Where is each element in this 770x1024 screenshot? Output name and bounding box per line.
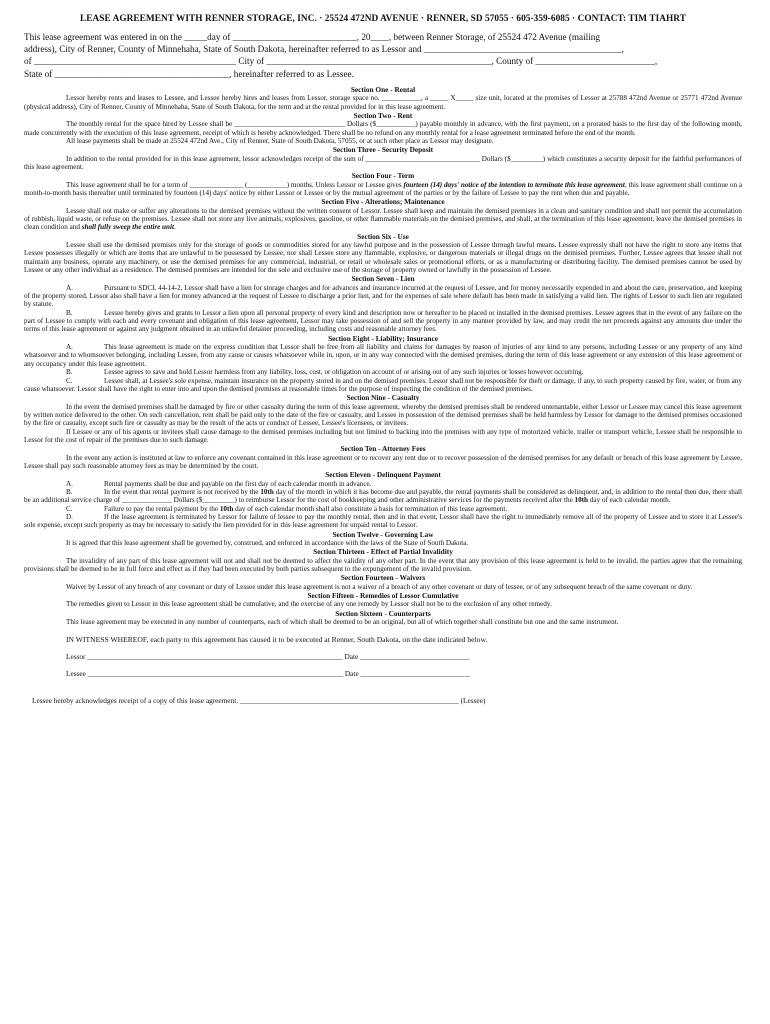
section-text: The monthly rental for the space hired by Lessee shall be _______________________________ Dollars ($___________) payable monthly in advance, with the first payment, on a prorated basis to the first day of the following month, made concurrently with the execution of this lease agreement, receipt of which is hereby acknowledged. There shall be no refund on any monthly rental for a lease agreement terminated before the end of the month. [24,120,742,137]
clause-label: D. [66,513,73,521]
lessee-signature-line[interactable]: ______________________________________________________________________ [87,669,344,679]
section-heading: Section Five - Alterations; Maintenance [321,197,445,207]
section-heading: Section Twelve - Governing Law [332,529,434,539]
section-text: The invalidity of any part of this lease agreement will not and shall not be deemed to affect the validity of any other part. In the event that any provision of this lease agreement is held to be invalid, the parties agree that the remaining provisions shall be deemed to be in full force and effect as if they had been executed by both parties subsequent to the expungement of the invalid provision. [24,556,742,574]
section-text [24,309,742,334]
section-text: In addition to the rental provided for in this lease agreement, lessor acknowledges receipt of the sum of ________________________________ Dollars ($_________) which constitutes a security deposit for the faithful performances of this lease agreement. [24,154,742,171]
emphasis-text: fourteen (14) days' notice of the intention to terminate this lease agreement [403,180,625,189]
intro-line: of ____________________________________________ City of _________________________________________________, County of __________________________, [24,56,658,67]
acknowledgement-row [32,696,742,705]
date-label: Date [344,652,359,662]
section-text: This lease agreement may be executed in any number of counterparts, each of which shall be deemed to be an original, but all of which together shall constitute but one and the same instrument. [66,618,619,627]
lessor-label: Lessor [66,652,86,662]
section-text [24,181,742,198]
emphasis-text: 10th [574,496,589,505]
section-heading: Section Fourteen - Waivers [340,573,426,583]
text-run: Lessee agrees to save and hold Lessor harmless from any liability, loss, cost, or obligation on account of or arising out of any such injuries or losses however occurring. [104,368,584,377]
section-heading: Section Ten - Attorney Fees [340,444,426,454]
intro-paragraph [24,31,742,80]
section-text: All lease payments shall be made at 25524 472nd Ave., City of Renner, State of South Dakota, 57055, or at such other place as Lessor may designate. [66,136,494,145]
text-run: In the event that rental payment is not received by the [104,487,259,496]
clause-label: C. [66,504,73,513]
emphasis-text: 10th [219,504,234,513]
section-text: Lessee shall not make or suffer any alterations to the demised premises without the written consent of Lessor. Lessee shall keep and maintain the demised premises in a clean and sanitary condition and shall not permit the accumulation of rubbish, liquid waste, or refuse on the premises. Lessee shall not store any live animals, explosives, gasoline, or other flammable materials on the demised premises, and shall, at the termination of this lease agreement, leave the demised premises in clean condition and shall fully sweep the entire unit. [24,206,742,232]
section-heading: Section Eight - Liability; Insurance [328,333,438,343]
text-run: day of each calendar month shall also constitute a basis for termination of this lease agreement. [235,504,508,513]
text-run: If the lease agreement is terminated by Lessor for failure of lessee to pay the monthly rental, then and in that event, Lessor shall have the right to immediately remove all of the property of Lessee and to store it at Lessee's sole expense, except such property as may be necessary to satisfy the lien provided for in this lease agreement for unpaid rental to Lessor. [24,513,742,530]
intro-line: address), City of Renner, County of Minnehaha, State of South Dakota, hereinafter referred to as Lessor and ___________________________________________, [24,44,624,55]
lessor-signature-row [66,652,742,661]
clause-label: B. [66,487,73,496]
section-heading: Section Fifteen - Remedies of Lessor Cumulative [307,591,459,601]
lessee-signature-row [66,669,742,678]
lessor-date-line[interactable]: ______________________________ [360,652,470,662]
clause-label: B. [66,308,73,317]
section-heading: Section Eleven - Delinquent Payment [325,470,441,480]
section-text: Lessor hereby rents and leases to Lessee, and Lessee hereby hires and leases from Lessor, storage space no. ___________, a _____ X_____ size unit, located at the premises of Lessor at 25788 472nd Avenue or 25771 472nd Avenue (physical address), City of Renner, County of Minnehaha, State of South Dakota, for the term and at the rental provided for in this lease agreement. [24,94,742,111]
section-heading: Section Nine - Casualty [346,393,420,403]
lease-body [24,86,742,627]
text-run: This lease agreement is made on the express condition that Lessor shall be free from all liability and claims for damages by reason of injuries of any kind to any persons, including Lessee or any property of any kind whatsoever and to whomsoever belonging, including Lessee, from any cause or causes whatsoever while in, upon, or in any way connected with the demised premises, during the term of this lease agreement or any extension of this lease agreement or any occupancy under this lease agreement. [24,343,742,368]
text-run: Failure to pay the rental payment by the [104,504,219,513]
section-text: The remedies given to Lessor in this lease agreement shall be cumulative, and the exercise of any one remedy by Lessor shall not be to the exclusion of any other remedy. [66,600,552,609]
clause-label: A. [66,343,73,352]
section-heading: Section Thirteen - Effect of Partial Invalidity [313,547,453,557]
section-text [24,513,742,530]
section-text [24,284,742,309]
section-heading: Section Three - Security Deposit [332,145,434,155]
section-text [24,377,742,394]
acknowledgement-text: Lessee hereby acknowledges receipt of a copy of this lease agreement. [32,696,239,706]
intro-line: This lease agreement was entered in on the _____day of ___________________________, 20____, between Renner Storage, of 25524 472 Avenue (mailing [24,32,600,42]
acknowledgement-suffix: (Lessee) [460,696,486,706]
text-run: Lessee shall not make or suffer any alterations to the demised premises without the written consent of Lessor. Lessee shall keep and maintain the demised premises in a clean and sanitary condition and shall not permit the accumulation of rubbish, liquid waste, or refuse on the premises. Lessee shall not store any live animals, explosives, gasoline, or other flammable materials on the demised premises, and shall, at the termination of this lease agreement, leave the demised premises in clean condition and [24,206,742,232]
section-text: If Lessee or any of his agents or invitees shall cause damage to the demised premises including but not limited to backing into the premises with any type of motorized vehicle, trailer or transport vehicle, Lessee shall be responsible to Lessor for the cost of repair of the premises due to such damage. [24,427,742,444]
section-heading: Section Seven - Lien [351,274,415,284]
text-run: day of each calendar month. [589,496,671,505]
text-run: This lease agreement shall be for a term of _______________ (___________) months. Unless Lessor or Lessee gives [66,180,402,189]
emphasis-text: shall fully sweep the entire unit [81,223,174,232]
acknowledgement-signature-line[interactable]: ____________________________________________________________ [239,696,459,706]
section-text: In the event the demised premises shall be damaged by fire or other casualty during the term of this lease agreement, whereby the demised premises shall be rendered untenantable, either Lessor or Lessee may cancel this lease agreement by written notice delivered to the other. On such cancellation, rent shall be paid only to the date of the fire or casualty, and Lessee in possession of the demised premises shall be held harmless by Lessor for damage to the demised premises occasioned by the fire or casualty, except such fire or casualty as may be the result of the acts or conduct of Lessee, Lessee's licensees, or invitees. [24,402,742,428]
section-heading: Section Six - Use [357,231,409,241]
lessee-date-line[interactable]: ______________________________ [360,669,470,679]
clause-label: B. [66,368,73,377]
lessor-signature-line[interactable]: ______________________________________________________________________ [87,652,343,662]
emphasis-text: 10th [260,487,274,496]
text-run: , this lease agreement shall continue on a month-to-month basis thereafter until terminated by fourteen (14) days' notice by either Lessor or Lessee or by the mutual agreement of the parties or by the failure of Lessee to pay the rent when due and payable. [24,180,742,197]
text-run: Lessee shall, at Lessee's sole expense, maintain insurance on the property stored in and on the demised premises. Lessor shall not be responsible for theft or damage, if any, to such property caused by fire, water, or from any cause whatsoever. Lessor shall have the right to enter into and upon the demised premises at reasonable times for the purpose of inspecting the condition of the demised premises. [24,376,742,393]
clause-label: C. [66,376,73,385]
section-heading: Section Two - Rent [353,110,413,120]
section-text [24,368,742,376]
witness-clause: IN WITNESS WHEREOF, each party to this agreement has caused it to be executed at Renner, South Dakota, on the date indicated below. [66,635,488,645]
section-text [24,343,742,368]
clause-label: A. [66,479,73,488]
section-text: Lessee shall use the demised premises only for the storage of goods or commodities stored for any lawful purpose and in the possession of Lessee through lawful means. Lessee expressly shall not have the right to store any items that Lessee possesses illegally or which are items that are unlawful to be possessed by Lessee, nor shall Lessee store any flammable, explosive, or dangerous materials or illegal drugs on the demised premises. Further, Lessee agrees that lessee shall not maintain any business, operate any machinery, or use the demised premises for any commercial, industrial, or retail or wholesale sales or promotional efforts, or as a manufacturing or distributing facility. The demised premises cannot be used by Lessee or any other individual as a residence. The demised premises are intended for the sole and exclusive use of the storage of property owned or lawfully in the possession of Lessee. [24,241,742,275]
section-heading: Section Four - Term [351,171,415,181]
section-text: It is agreed that this lease agreement shall be governed by, construed, and enforced in accordance with the laws of the State of South Dakota. [66,539,469,548]
section-text: Waiver by Lessor of any breach of any covenant or duty of Lessee under this lease agreement is not a waiver of a breach of any other covenant or duty of lessee, or of any subsequent breach of the same covenant or duty. [66,582,693,591]
section-text: In the event any action is instituted at law to enforce any covenant contained in this lease agreement or to recover any rent due or to recover possession of the demised premises for any default or breach of this lease agreement by Lessee, Lessee shall pay such reasonable attorney fees as may be determined by the court. [24,453,742,470]
section-text [24,488,742,505]
text-run: Pursuant to SDCL 44-14-2, Lessor shall have a lien for storage charges and for advances and insurance incurred at the request of Lessee, and for money necessarily expended in and about the care, preservation, and keeping of the property stored. Lessor also shall have a lien for money advanced at the request of Lessee to discharge a prior lien, and for the expenses of sale where default has been made in satisfying a valid lien. The rights of Lessor to such lien are regulated by statute. [24,283,742,309]
document-title: LEASE AGREEMENT WITH RENNER STORAGE, INC. · 25524 472ND AVENUE · RENNER, SD 57055 · 605-359-6085 · CONTACT: TIM TIAHRT [79,14,686,24]
section-text [24,505,742,513]
date-label: Date [344,669,359,679]
text-run: Rental payments shall be due and payable on the first day of each calendar month in advance. [104,479,372,488]
text-run: Lessee hereby gives and grants to Lessor a lien upon all personal property of every kind and description now or hereafter to be placed or installed in the demised premises. Lessee agrees that in the event of any failure on the part of Lessee to comply with each and every covenant and obligation of this lease agreement, Lessor may take possession of and sell the property in any manner provided by law, and may credit the net proceeds against any amounts due under the terms of this lease agreement or against any judgment obtained in an unlawful detainer proceeding, including costs and reasonable attorney fees. [24,308,742,334]
text-run: day of the month in which it has become due and payable, the rental payments shall be considered as delinquent, and, in addition to the rental then due, there shall be an additional service charge of ______________ Dollars ($_________) to reimburse Lessor for the cost of bookkeeping and other administrative services for the payments received after the [24,487,742,505]
section-heading: Section Sixteen - Counterparts [335,608,431,618]
section-text [24,480,742,488]
section-heading: Section One - Rental [350,84,416,94]
intro-line: State of ______________________________________, hereinafter referred to as Lessee. [24,68,354,79]
lessee-label: Lessee [66,669,86,679]
clause-label: A. [66,283,73,292]
